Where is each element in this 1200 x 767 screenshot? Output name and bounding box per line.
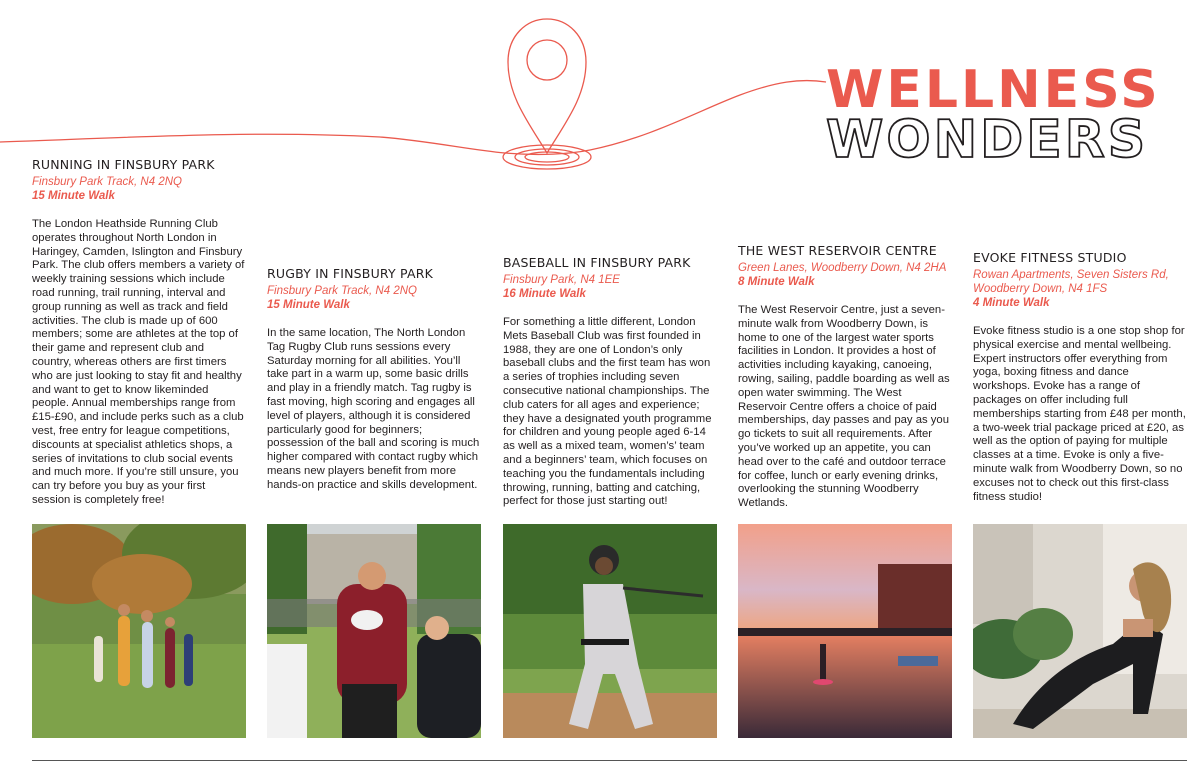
section-body: For something a little different, London Mets Baseball Club was first founded in 1988, they are one of London’s only baseball clubs and the first team has won a series of trophies including seven consecutive national championships. The club caters for all ages and experience; they have a designated youth programme for children and young people aged 6-14 as well as a mixed team, women’s’ team and a beginners’ team, which focuses on teaching you the fundamentals including throwing, running, batting and catching, perfect for those just starting out! <box>503 316 712 508</box>
route-line <box>0 81 826 155</box>
section-walk-time: 4 Minute Walk <box>973 297 1050 309</box>
bottom-divider <box>32 760 1187 761</box>
section-heading: BASEBALL IN FINSBURY PARK <box>503 255 691 270</box>
map-pin-icon <box>503 19 591 169</box>
section-heading: RUGBY IN FINSBURY PARK <box>267 266 433 281</box>
title-wonders: WONDERS <box>826 110 1149 170</box>
section-body: The West Reservoir Centre, just a seven-minute walk from Woodberry Down, is home to one of the largest water sports facilities in London. It provides a host of activities including kayaking, canoeing, rowing, sailing, paddle boarding as well as open water swimming. The West Reservoir Centre offers a choice of paid memberships, day passes and pay as you go tickets to suit all requirements. After you’ve worked up an appetite, you can head over to the café and outdoor terrace for coffee, lunch or early evening drinks, overlooking the stunning Woodberry Wetlands. <box>738 304 950 510</box>
photo-west-reservoir <box>738 524 952 738</box>
section-heading: THE WEST RESERVOIR CENTRE <box>738 243 937 258</box>
section-location: Finsbury Park Track, N4 2NQ <box>32 176 182 188</box>
section-body: The London Heathside Running Club operates throughout North London in Haringey, Camden, Islington and Finsbury Park. The club offers members a variety of weekly training sessions which include road running, trail running, interval and group running as well as track and field activities. The club is made up of 600 members; some are athletes at the top of their game and represent club and country, whereas others are first timers who are just looking to stay fit and healthy and want to get to know likeminded people. Annual memberships range from £15-£90, and include perks such as a club vest, free entry for league competitions, discounts at specialist athletics shops, a series of invitations to club social events and much more. If you’re still unsure, you can try before you buy as your first session is completely free! <box>32 218 245 506</box>
section-location: Finsbury Park Track, N4 2NQ <box>267 285 417 297</box>
section-heading: EVOKE FITNESS STUDIO <box>973 250 1127 265</box>
section-location: Green Lanes, Woodberry Down, N4 2HA <box>738 262 947 274</box>
section-walk-time: 15 Minute Walk <box>32 190 115 202</box>
title-wellness: WELLNESS <box>826 60 1161 120</box>
section-running <box>32 157 246 508</box>
section-body: Evoke fitness studio is a one stop shop for physical exercise and mental wellbeing. Expert instructors offer everything from yoga, boxing fitness and dance workshops. Evoke has a range of packages on offer including full memberships starting from £48 per month, a two-week trial package priced at £20, as well as the option of paying for multiple classes at a time. Evoke is only a five-minute walk from Woodberry Down, so no excuses not to check out this first-class fitness studio! <box>973 325 1186 503</box>
section-location: Rowan Apartments, Seven Sisters Rd, Woodberry Down, N4 1FS <box>973 269 1169 295</box>
section-west-reservoir <box>738 243 952 511</box>
section-walk-time: 8 Minute Walk <box>738 276 815 288</box>
section-body: In the same location, The North London Tag Rugby Club runs sessions every Saturday morning for all abilities. You’ll take part in a warm up, some basic drills and play in a friendly match. Tag rugby is fast moving, high scoring and engages all level of players, although it is considered particularly good for beginners; possession of the ball and scoring is much higher compared with contact rugby which means new players benefit from more hands-on practice and skills development. <box>267 327 480 491</box>
section-walk-time: 15 Minute Walk <box>267 299 350 311</box>
section-evoke <box>973 250 1187 504</box>
section-heading: RUNNING IN FINSBURY PARK <box>32 157 215 172</box>
section-walk-time: 16 Minute Walk <box>503 288 586 300</box>
photo-baseball <box>503 524 717 738</box>
photo-rugby <box>267 524 481 738</box>
photo-running <box>32 524 246 738</box>
section-rugby <box>267 266 481 493</box>
photo-evoke-fitness <box>973 524 1187 738</box>
section-location: Finsbury Park, N4 1EE <box>503 274 620 286</box>
section-baseball <box>503 255 717 509</box>
